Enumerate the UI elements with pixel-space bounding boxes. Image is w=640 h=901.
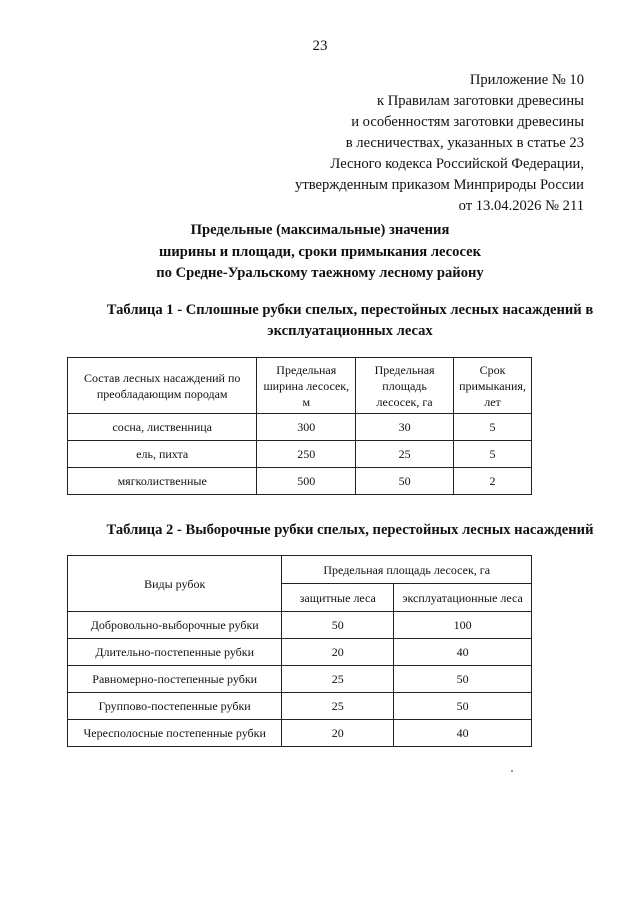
table-cell: 40 bbox=[394, 720, 532, 747]
appendix-line: и особенностям заготовки древесины bbox=[351, 114, 584, 130]
appendix-line: утвержденным приказом Минприроды России bbox=[295, 177, 584, 193]
table-cell: мягколиственные bbox=[68, 468, 257, 495]
page-number: 23 bbox=[312, 38, 328, 54]
table-cell: 250 bbox=[257, 441, 356, 468]
header-cell: защитные леса bbox=[282, 584, 394, 612]
table-cell: Добровольно-выборочные рубки bbox=[68, 612, 282, 639]
appendix-line: в лесничествах, указанных в статье 23 bbox=[345, 135, 584, 151]
table-cell: Группово-постепенные рубки bbox=[68, 693, 282, 720]
table-cell: 50 bbox=[282, 612, 394, 639]
table-cell: сосна, лиственница bbox=[68, 414, 257, 441]
table-cell: 25 bbox=[282, 693, 394, 720]
table-header-row bbox=[68, 358, 532, 414]
header-cell: Состав лесных насаждений по преобладающим породам bbox=[68, 358, 257, 414]
appendix-line: от 13.04.2026 № 211 bbox=[458, 198, 584, 214]
table-row bbox=[68, 414, 532, 441]
table-cell: Длительно-постепенные рубки bbox=[68, 639, 282, 666]
table1 bbox=[67, 357, 532, 495]
table-cell: 50 bbox=[356, 468, 454, 495]
header-cell: Предельная площадь лесосек, га bbox=[282, 556, 532, 584]
title-line: Предельные (максимальные) значения bbox=[190, 222, 450, 238]
table-row bbox=[68, 441, 532, 468]
table-cell: Чересполосные постепенные рубки bbox=[68, 720, 282, 747]
table-cell: 5 bbox=[453, 441, 531, 468]
table-cell: 20 bbox=[282, 639, 394, 666]
appendix-line: к Правилам заготовки древесины bbox=[376, 93, 584, 109]
table-cell: 40 bbox=[394, 639, 532, 666]
table-row bbox=[68, 720, 532, 747]
table2-caption: Таблица 2 - Выборочные рубки спелых, перестойных лесных насаждений bbox=[106, 522, 594, 538]
title-line: по Средне-Уральскому таежному лесному району bbox=[156, 265, 484, 281]
table-cell: 25 bbox=[282, 666, 394, 693]
scan-speck bbox=[511, 770, 513, 772]
table-row bbox=[68, 693, 532, 720]
header-cell: Предельная ширина лесосек, м bbox=[257, 358, 356, 414]
header-cell: Виды рубок bbox=[68, 556, 282, 612]
table-cell: 30 bbox=[356, 414, 454, 441]
table-cell: ель, пихта bbox=[68, 441, 257, 468]
header-cell: Срок примыкания, лет bbox=[453, 358, 531, 414]
document-title bbox=[0, 220, 640, 285]
table-cell: 25 bbox=[356, 441, 454, 468]
appendix-line: Лесного кодекса Российской Федерации, bbox=[330, 156, 584, 172]
appendix-note bbox=[295, 70, 584, 217]
table-cell: 20 bbox=[282, 720, 394, 747]
table-cell: 5 bbox=[453, 414, 531, 441]
table-cell: 100 bbox=[394, 612, 532, 639]
title-line: ширины и площади, сроки примыкания лесосек bbox=[159, 243, 481, 260]
table-row bbox=[68, 612, 532, 639]
header-cell: эксплуатационные леса bbox=[394, 584, 532, 612]
table1-caption bbox=[60, 300, 640, 342]
table-cell: 2 bbox=[453, 468, 531, 495]
table2 bbox=[67, 555, 532, 747]
caption-line: Таблица 1 - Сплошные рубки спелых, перестойных лесных насаждений в bbox=[106, 302, 594, 318]
appendix-line: Приложение № 10 bbox=[469, 72, 584, 88]
table-row bbox=[68, 666, 532, 693]
caption-line: эксплуатационных лесах bbox=[267, 323, 433, 339]
table-cell: 50 bbox=[394, 693, 532, 720]
table-cell: 300 bbox=[257, 414, 356, 441]
header-cell: Предельная площадь лесосек, га bbox=[356, 358, 454, 414]
table-cell: 50 bbox=[394, 666, 532, 693]
table-cell: 500 bbox=[257, 468, 356, 495]
table-header-row bbox=[68, 556, 532, 584]
table-row bbox=[68, 468, 532, 495]
table-row bbox=[68, 639, 532, 666]
table-cell: Равномерно-постепенные рубки bbox=[68, 666, 282, 693]
